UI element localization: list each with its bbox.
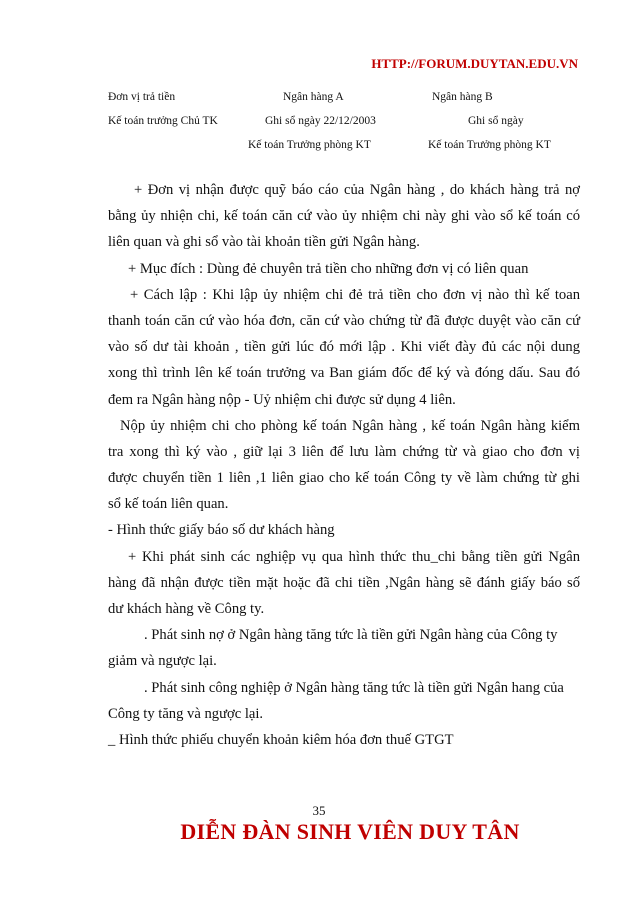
text-line: - Hình thức giấy báo số dư khách hàng	[108, 522, 335, 539]
sig-accountant-a: Kế toán Trưởng phòng KT	[248, 139, 371, 151]
text-line: xong thì trình lên kế toán trưởng va Ban giám đốc để ký và đóng dấu. Sau đó	[108, 365, 580, 382]
text-line: + Đơn vị nhận được quỹ báo cáo của Ngân hàng , do khách hàng trả nợ	[134, 182, 580, 198]
text-line: . Phát sinh nợ ở Ngân hàng tăng tức là tiền gửi Ngân hàng của Công ty	[144, 627, 558, 644]
sig-chief-accountant: Kế toán trưởng Chủ TK	[108, 115, 218, 127]
body-text	[108, 177, 580, 753]
text-line: + Cách lập : Khi lập ủy nhiệm chi đẻ trả tiền cho đơn vị nào thì kế toan	[130, 286, 580, 303]
text-line: dư khách hàng về Công ty.	[108, 601, 265, 617]
text-line: + Mục đích : Dùng đẻ chuyên trả tiền cho những đơn vị có liên quan	[128, 260, 529, 277]
sig-bank-b: Ngân hàng B	[432, 91, 493, 103]
sig-bank-a: Ngân hàng A	[283, 91, 344, 103]
text-line: + Khi phát sinh các nghiệp vụ qua hình thức thu_chi bằng tiền gửi Ngân	[128, 548, 580, 565]
text-line: bằng ủy nhiện chi, kế toán căn cứ vào ủy nhiệm chi này ghi vào sổ kế toán có	[108, 208, 580, 225]
text-line: _ Hình thức phiếu chuyển khoản kiêm hóa đơn thuế GTGT	[108, 731, 454, 748]
text-line: Công ty tăng và ngược lại.	[108, 705, 264, 722]
text-line: . Phát sinh công nghiệp ở Ngân hàng tăng tức là tiền gửi Ngân hang của	[144, 679, 564, 696]
text-line: Nộp ủy nhiệm chi cho phòng kế toán Ngân hàng , kế toán Ngân hàng kiểm	[120, 417, 580, 434]
text-line: tra xong thì ký vào , giữ lại 3 liên để lưu làm chứng từ và giao cho đơn vị	[108, 443, 580, 460]
text-line: vào số dư tài khoản , tiền gửi lúc đó mới lập . Khi viết đày đủ các nội dung	[108, 339, 580, 356]
text-line: hàng đã nhận được tiền mặt hoặc đã chi tiền ,Ngân hàng sẽ đánh giấy báo số	[108, 574, 580, 591]
sig-payer: Đơn vị trả tiền	[108, 91, 176, 103]
text-line: thanh toán căn cứ vào hóa đơn, căn cứ vào chứng từ đã được duyệt vào căn cứ	[108, 312, 580, 329]
sig-record-date-b: Ghi sổ ngày	[468, 115, 524, 127]
header-url: HTTP://FORUM.DUYTAN.EDU.VN	[371, 56, 578, 71]
sig-accountant-b: Kế toán Trưởng phòng KT	[428, 139, 551, 151]
text-line: sổ kế toán liên quan.	[108, 496, 229, 513]
footer-title: DIỄN ĐÀN SINH VIÊN DUY TÂN	[180, 819, 520, 844]
text-line: liên quan và ghi sổ vào tài khoản tiền gửi Ngân hàng.	[108, 234, 420, 251]
text-line: được chuyển tiền 1 liên ,1 liên giao cho kế toán Công ty về làm chứng từ ghi	[108, 470, 580, 487]
sig-record-date-a: Ghi sổ ngày 22/12/2003	[265, 115, 376, 127]
text-line: giảm và ngược lại.	[108, 653, 217, 670]
text-line: đem ra Ngân hàng nộp - Uỷ nhiệm chi được sử dụng 4 liên.	[108, 391, 456, 408]
page-number: 35	[312, 803, 326, 818]
